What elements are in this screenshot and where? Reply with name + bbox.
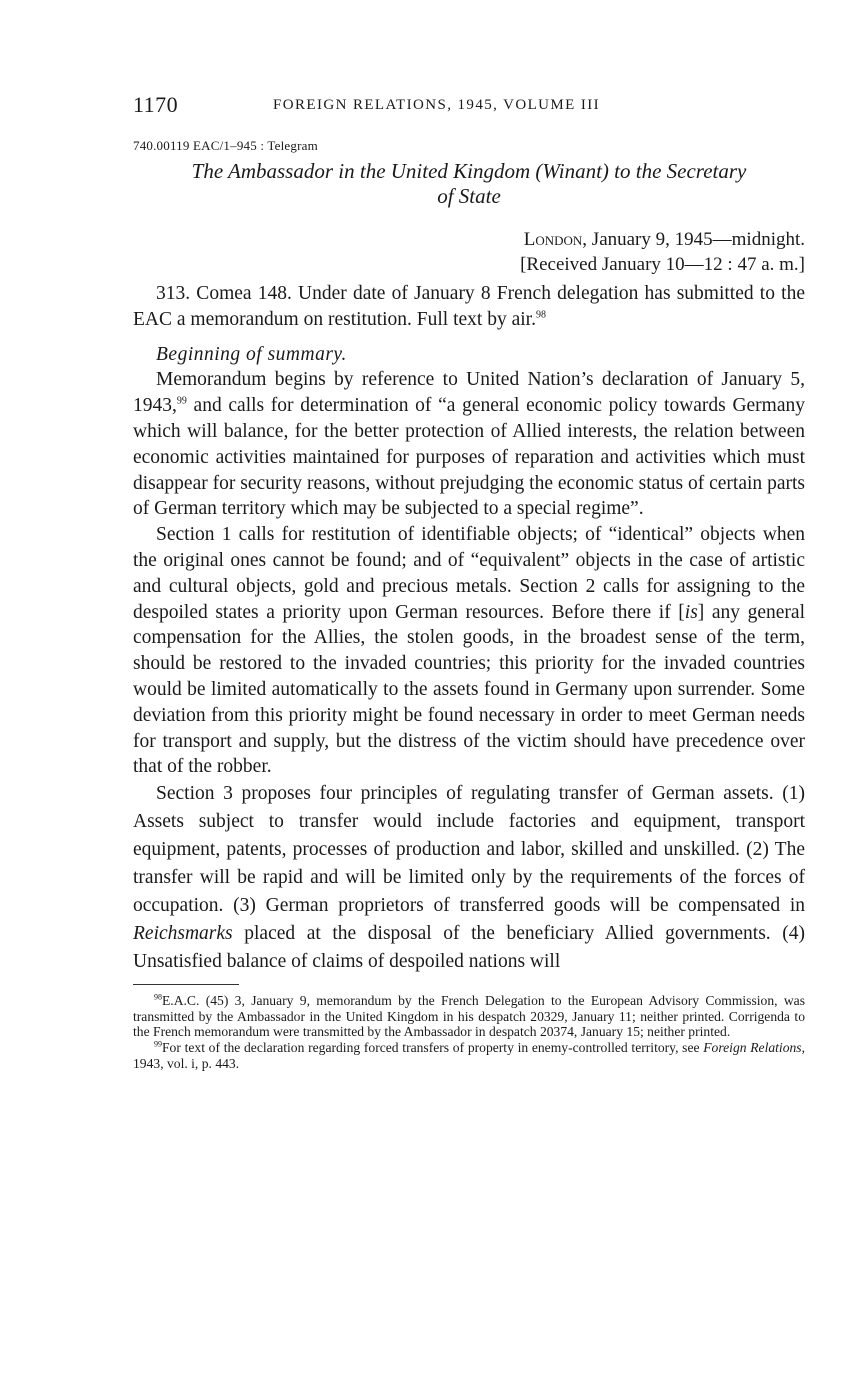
footnote-99-text-b: , 1943, vol. i, p. 443. <box>133 1039 805 1071</box>
footnote-98-mark: 98 <box>154 992 162 1002</box>
file-reference: 740.00119 EAC/1–945 : Telegram <box>133 138 318 153</box>
paragraph-sections-text-a: Section 1 calls for restitution of identifiable objects; of “identical” objects when the original ones cannot be found; and of “equivalent” objects in the case of artistic and cultural objects, gold and precious metals. Section 2 calls for assigning to the despoiled states a priority upon German resources. Before there if [ <box>133 524 805 623</box>
summary-heading: Beginning of summary. <box>156 343 347 365</box>
document-title-line-1: The Ambassador in the United Kingdom (Winant) to the Secretary <box>191 159 747 183</box>
paragraph-intro <box>133 281 805 333</box>
page-number: 1170 <box>133 92 179 117</box>
page-header <box>133 92 805 126</box>
footnote-98 <box>133 993 805 1040</box>
paragraph-intro-text: 313. Comea 148. Under date of January 8 French delegation has submitted to the EAC a memorandum on restitution. Full text by air. <box>133 283 805 330</box>
dateline <box>133 227 805 277</box>
paragraph-sections-text-b: ] any general compensation for the Allies, the stolen goods, in the broadest sense of the term, should be restored to the invaded countries; this priority for the invaded countries would be limited automatically to the assets found in Germany upon surrender. Some deviation from this priority might be found necessary in order to meet German needs for transport and supply, but the distress of the victim should have precedence over that of the robber. <box>133 601 805 778</box>
document-title <box>133 159 805 209</box>
footnote-99-text-a: For text of the declaration regarding forced transfers of property in enemy-controlled territory, see <box>162 1039 704 1055</box>
running-head: FOREIGN RELATIONS, 1945, VOLUME III <box>273 97 601 113</box>
dateline-sent <box>133 227 805 252</box>
reichsmarks-term: Reichsmarks <box>133 923 233 945</box>
footnote-ref-98: 98 <box>535 309 546 321</box>
footnote-ref-99: 99 <box>176 395 187 407</box>
footnote-99-citation: Foreign Relations <box>703 1039 802 1055</box>
editorial-insertion: is <box>684 601 698 623</box>
paragraph-memorandum-text-b: and calls for determination of “a general economic policy towards Germany which will balance, for the better protection of Allied interests, the relation between economic activities maintained for purposes of reparation and activities which must disappear for security reasons, without prejudging the economic status of certain parts of German territory which may be subjected to a special regime”. <box>133 395 805 520</box>
footnote-99-mark: 99 <box>154 1039 162 1049</box>
footnote-divider <box>133 984 239 985</box>
paragraph-section-3-text-a: Section 3 proposes four principles of regulating transfer of German assets. (1) Assets subject to transfer would include factories and equipment, transport equipment, patents, processes of production and labor, skilled and unskilled. (2) The transfer will be rapid and will be limited only by the requirements of the forces of occupation. (3) German proprietors of transferred goods will be compensated in <box>133 783 805 917</box>
dateline-received: [Received January 10—12 : 47 a. m.] <box>520 254 805 275</box>
book-page <box>133 92 805 1071</box>
dateline-place: London <box>523 229 583 250</box>
paragraph-sections-1-2 <box>133 522 805 780</box>
footnote-98-text: E.A.C. (45) 3, January 9, memorandum by the French Delegation to the European Advisory Commission, was transmitted by the Ambassador in the United Kingdom in his despatch 20329, January 11; neither printed. Corrigenda to the French memorandum were transmitted by the Ambassador in despatch 20374, January 15; neither printed. <box>133 993 805 1040</box>
dateline-date: , January 9, 1945—midnight. <box>582 229 805 250</box>
paragraph-memorandum-text-a: Memorandum begins by reference to United Nation’s declaration of January 5, 1943, <box>133 369 805 417</box>
document-title-line-2: of State <box>437 184 501 208</box>
paragraph-section-3 <box>133 780 805 976</box>
paragraph-section-3-text-b: placed at the disposal of the beneficiary Allied governments. (4) Unsatisfied balance of claims of despoiled nations will <box>133 923 805 973</box>
footnote-99 <box>133 1040 805 1071</box>
paragraph-memorandum <box>133 367 805 522</box>
